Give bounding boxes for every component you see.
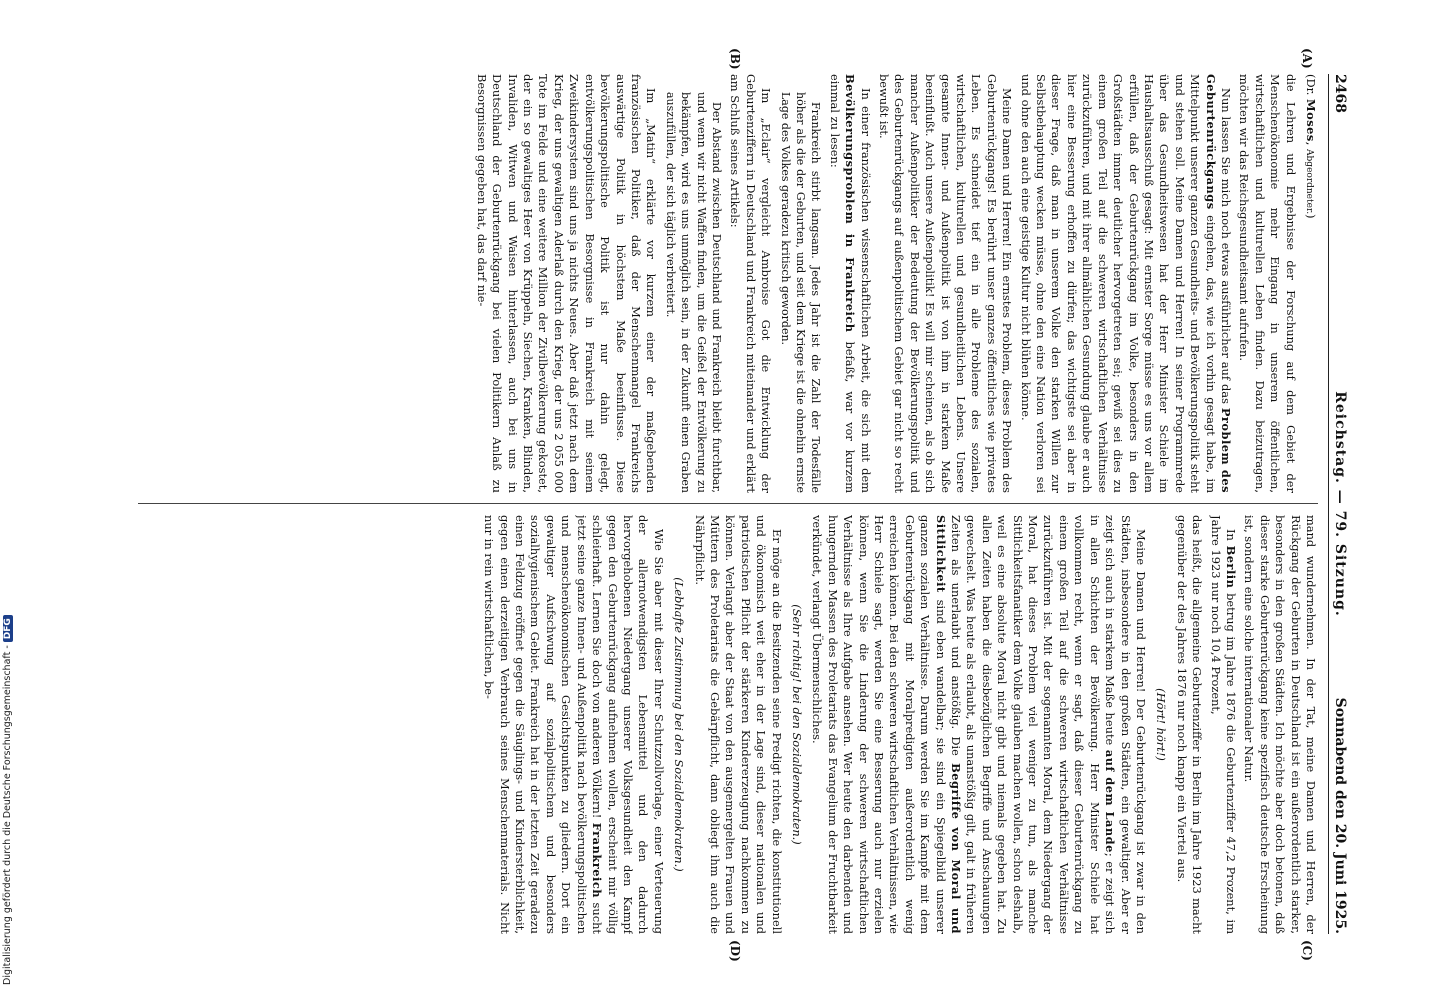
page-number: 2468 bbox=[1332, 74, 1348, 113]
speaker-line: (Dr. Moses, Abgeordneter.) bbox=[1304, 74, 1318, 219]
paragraph: das heißt, die allgemeine Geburtenziffer in Berlin im Jahre 1923 macht gegenüber der des Jahres 1876 nur noch knapp ein Viertel aus. bbox=[1174, 515, 1205, 934]
paragraph: Im „Eclair“ vergleicht Ambroise Got die Entwicklung der Geburtenziffern in Deutschland und Frankreich miteinander und erklärt am Schluß seines Artikels: bbox=[728, 74, 774, 493]
emphasis: Bevölkerungsproblem in Frankreich bbox=[843, 74, 858, 333]
quote-text: Der Abstand zwischen Deutschland und Frankreich bleibt furchtbar, und wenn wir nicht Waffen finden, um die Geißel der Entvölkerung zu bekämpfen, wird es uns unmöglich sein, in der Zukunft einen Graben auszufüllen, der sich täglich verbreitert. bbox=[663, 92, 723, 493]
text-run: eingehen, das, wie ich vorhin gesagt habe, im Mittelpunkt unserer ganzen Gesundheits- und Bevölkerungspolitik steht und stehen soll. Meine Damen und Herren! In seiner Programmrede über das Gesundheitswesen hat der Herr Minister Schiele im Haushaltsausschuß gesagt: Mit ernster Sorge müsse es uns vor allem erfüllen, daß der Geburtenrückgang im Volke, besonders in den Großstädten immer deutlicher hervorgetreten sei; gewiß sei dies zu einem großen Teil auf die schweren wirtschaftlichen Verhältnisse zurückzuführen, und mit ihrer allmählichen Gesundung glaube er auch hier eine Besserung erhoffen zu dürfen; das wichtigste sei aber in dieser Frage, daß man in unserem Volke den starken Willen zur Selbstbehauptung wecken müsse, ohne den eine Nation verloren sei und ohne den auch eine geistige Kultur nicht blühen könne. bbox=[1018, 74, 1218, 493]
emphasis: Problem des Geburtenrückgangs bbox=[1203, 74, 1233, 493]
paragraph: Im „Matin“ erklärte vor kurzem einer der maßgebenden französischen Politiker, daß der Menschenmangel Frankreichs auswärtige Politik in höchstem Maße beeinflusse. Diese bevölkerungspolitische Politik ist nur dahin gelegt, entvölkerungspolitischen Besorgnisse in Frankreich mit seinem Zweikindersystem sind uns ja nichts Neues. Aber daß jetzt nach dem Krieg, der uns gewaltigen Aderlaß durch den Krieg, der uns 2 055 000 Tote im Felde und eine weitere Million der Zivilbevölkerung gekostet, der ein so gewaltiges Heer von Krüppeln, Siechen, Kranken, Blinden, Invaliden, Witwen und Waisen hinterlassen, auch bei uns in Deutschland der Geburtenrückgang bei vielen Politikern Anlaß zu Besorgnissen gegeben hat, das darf nie- bbox=[474, 74, 659, 493]
quote-text: Frankreich stirbt langsam. Jedes Jahr ist die Zahl der Todesfälle höher als die der Geburten, und seit dem Kriege ist die ohnehin ernste Lage des Volkes geradezu kritisch geworden. bbox=[778, 92, 823, 493]
margin-marker-c: (C) bbox=[1300, 940, 1314, 961]
document-page bbox=[84, 48, 1354, 962]
speaker-prefix: (Dr. bbox=[1304, 74, 1318, 100]
left-column bbox=[98, 74, 1318, 493]
quotation bbox=[662, 92, 724, 493]
interjection: (Hört! hört!) bbox=[1154, 688, 1169, 761]
interjection: (Sehr richtig! bei den Sozialdemokraten.) bbox=[790, 604, 804, 845]
quotation bbox=[777, 92, 823, 493]
paragraph bbox=[826, 74, 872, 493]
text-run: In einer französischen wissenschaftlichen Arbeit, die sich mit dem bbox=[858, 88, 873, 493]
paragraph: die Lehren und Ergebnisse der Forschung auf dem Gebiet der Menschenökonomie mehr Eingang in unserem öffentlichen, wirtschaftlichen und kulturellen Leben finden. Dazu beizutragen, möchten wir das Reichsgesundheitsamt aufrufen. bbox=[1237, 74, 1298, 493]
funding-note bbox=[2, 615, 13, 985]
emphasis: Frankreich bbox=[590, 822, 605, 899]
paragraph: Meine Damen und Herren! Ein ernstes Problem, dieses Problem des Geburtenrückgangs! Es berührt unser ganzes öffentliches wie privates Leben. Es schneidet tief ein in alle Probleme des sozialen, wirtschaftlichen, kulturellen und gesundheitlichen Lebens. Unsere gesamte Innen- und Außenpolitik ist von ihm in starkem Maße beeinflußt. Auch unsere Außenpolitik! Es will mir scheinen, als ob sich mancher Außenpolitiker der Bedeutung der Bevölkerungspolitik und des Geburtenrückgangs auf außenpolitischem Gebiet gar nicht so recht bewußt ist. bbox=[877, 74, 1015, 493]
page-header bbox=[1328, 74, 1354, 934]
paragraph bbox=[1017, 74, 1233, 493]
text-run: betrug im Jahre 1876 die Geburtenziffer 47,2 Prozent, im Jahre 1923 nur noch 10,4 Prozent, bbox=[1208, 515, 1238, 934]
text-run: Meine Damen und Herren! Der Geburtenrückgang ist zwar in den Städten, insbesondere in den großen Städten, ein gewaltiger. Aber er zeigt sich auch in starkem Maße heute bbox=[1103, 515, 1148, 934]
paragraph bbox=[481, 515, 666, 934]
paragraph: Er möge an die Besitzenden seine Predigt richten, die konstitutionell und ökonomisch weit eher in der Lage sind, dieser nationalen und patriotischen Pflicht der stärkeren Kindererzeugung nachkommen zu können. Verlangt aber der Staat von den ausgemergelten Frauen und Müttern des Proletariats die Gebärpflicht, dann obliegt ihm auch die Nährpflicht. bbox=[692, 515, 784, 934]
speaker-role: Abgeordneter. bbox=[1304, 149, 1314, 215]
text-columns bbox=[98, 74, 1318, 934]
text-run: Wie Sie aber mit dieser Ihrer Schutzzollvorlage, einer Verteuerung der allernotwendigsten Lebensmittel und den dadurch hervorgehobenen Niedergang unserer Volksgesundheit den Kampf gegen den Geburtenrückgang aufnehmen wollen, erscheint mir völlig schleierhaft. Lernen Sie doch von anderen Völkern! bbox=[590, 515, 666, 934]
text-run: ; er zeigt sich in allen Schichten der Bevölkerung. Herr Minister Schiele hat vollkommen recht, wenn er sagt, daß dieser Geburtenrückgang zu einem großen Teil auf die schweren wirtschaftlichen Verhältnisse zurückzuführen ist. Mit der sogenannten Moral, dem Niedergang der Moral, hat dieses Problem viel weniger zu tun, als manche Sittlichkeitsfanatiker dem Volke glauben machen wollen, schon deshalb, weil es eine absolute Moral nicht gibt und niemals gegeben hat. Zu allen Zeiten haben die diesbezüglichen Begriffe und Anschauungen gewechselt. Was heute als erlaubt, als unanstößig gilt, galt in früheren Zeiten als unerlaubt und anstößig. Die bbox=[949, 515, 1118, 934]
margin-marker-d: (D) bbox=[728, 940, 742, 962]
right-column bbox=[98, 515, 1318, 934]
paragraph bbox=[809, 515, 1148, 934]
paragraph: mand wundernehmen. In der Tat, meine Damen und Herren, der Rückgang der Geburten in Deutschland ist ein außerordentlich starker, besonders in den großen Städten. Ich möchte aber doch betonen, daß dieser starke Geburtenrückgang keine spezifisch deutsche Erscheinung ist, sondern eine solche internationaler Natur. bbox=[1242, 515, 1318, 934]
interjection: (Lebhafte Zustimmung bei den Sozialdemokraten.) bbox=[672, 577, 687, 872]
text-run: befaßt, war vor kurzem einmal zu lesen: bbox=[827, 74, 858, 493]
text-run: sucht jetzt seine ganze Innen- und Außenpolitik nach bevölkerungspolitischen und menschenökonomischen Gesichtspunkten zu gliedern. Dort ein gewaltiger Aufschwung auf sozialpolitischem und besonders sozialhygienischem Gebiet. Frankreich hat in der letzten Zeit geradezu einen Feldzug eröffnet gegen die Säuglings- und Kindersterblichkeit, gegen einen derzeitigen Verbrauch seines Menschenmaterials. Nicht nur in rein wirtschaftlichen, be- bbox=[482, 515, 605, 934]
speaker-name: Moses bbox=[1304, 99, 1318, 142]
emphasis: Berlin bbox=[1223, 545, 1238, 589]
funding-text: Digitalisierung gefördert durch die Deutsche Forschungsgemeinschaft - bbox=[2, 645, 13, 985]
text-run: sind eben wandelbar; sie sind ein Spiegelbild unserer ganzen sozialen Verhältnisse. Darum werden Sie im Kampfe mit dem Geburtenrückgang mit Moralpredigten außerordentlich wenig erreichen können. Bei den schweren wirtschaftlichen Verhältnissen, wie Herr Schiele sagt, werden Sie eine Besserung auch nur erzielen können, wenn Sie die Linderung der schweren wirtschaftlichen Verhältnisse als Ihre Aufgabe ansehen. Wer heute den darbenden und hungernden Massen des Proletariats das Evangelium der Fruchtbarkeit verkündet, verlangt Übermenschliches. bbox=[810, 515, 948, 934]
emphasis: Begriffe von Moral und Sittlichkeit bbox=[933, 515, 964, 934]
margin-marker-b: (B) bbox=[728, 48, 742, 70]
emphasis: auf dem Lande bbox=[1103, 749, 1118, 853]
page-date: Sonnabend den 20. Juni 1925. bbox=[1332, 697, 1348, 934]
text-run: In bbox=[1223, 529, 1238, 546]
margin-marker-a: (A) bbox=[1300, 48, 1314, 69]
paragraph bbox=[1207, 515, 1238, 934]
dfg-logo: DFG bbox=[3, 615, 13, 642]
text-run: Nun lassen Sie mich noch etwas ausführlicher auf das bbox=[1218, 88, 1233, 408]
page-title: Reichstag. — 79. Sitzung. bbox=[1332, 391, 1348, 617]
